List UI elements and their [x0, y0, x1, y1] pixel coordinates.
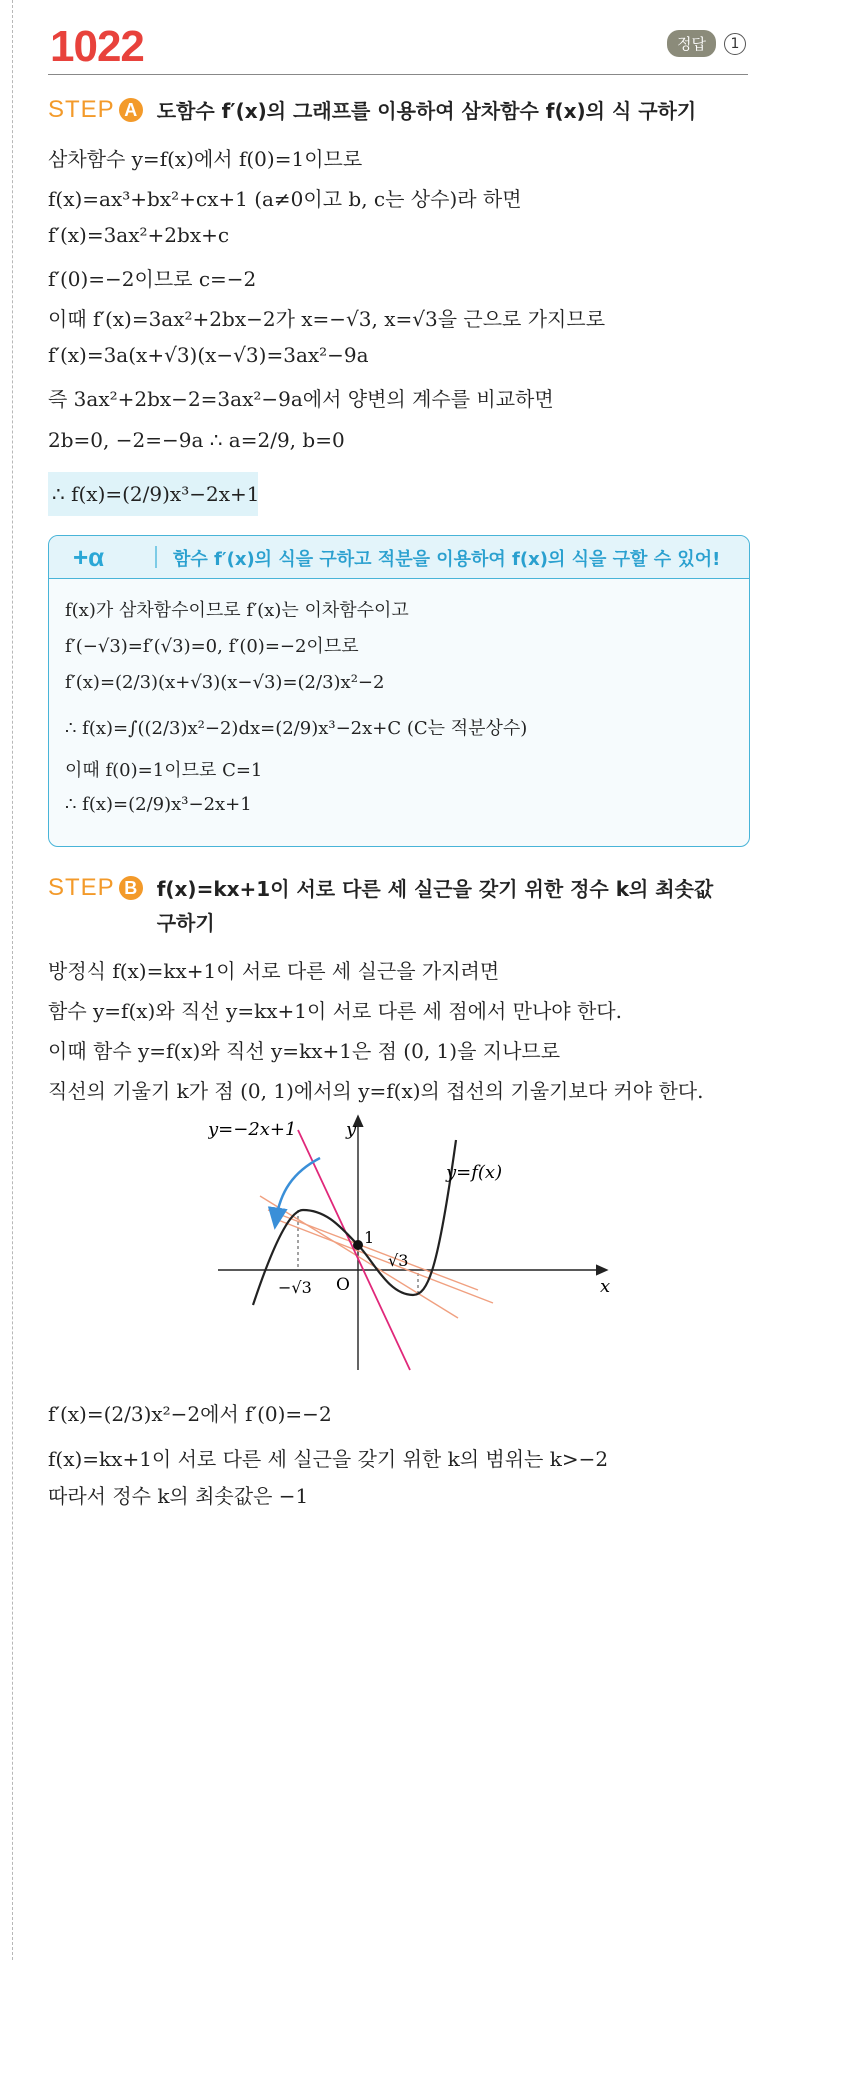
step-b-heading [48, 874, 713, 940]
step-a-title: 도함수 f′(x)의 그래프를 이용하여 삼차함수 f(x)의 식 구하기 [156, 99, 697, 123]
step-b-after-line: f′(x)=(2/3)x²−2에서 f′(0)=−2 [48, 1402, 332, 1426]
alpha-header [49, 536, 749, 579]
x-axis-label: x [600, 1276, 611, 1297]
problem-header [48, 14, 748, 75]
answer-value: 1 [724, 33, 746, 55]
alpha-line: f′(−√3)=f′(√3)=0, f′(0)=−2이므로 [65, 636, 359, 657]
step-b-after-line: 따라서 정수 k의 최솟값은 −1 [48, 1484, 309, 1508]
step-a-line: f′(x)=3a(x+√3)(x−√3)=3ax²−9a [48, 343, 369, 367]
step-a-line: f′(x)=3ax²+2bx+c [48, 223, 230, 247]
root-neg-label: −√3 [278, 1278, 312, 1297]
step-a-heading [48, 96, 696, 128]
step-b-line: 이때 함수 y=f(x)와 직선 y=kx+1은 점 (0, 1)을 지나므로 [48, 1039, 561, 1063]
step-b-title-line2: 구하기 [156, 911, 215, 935]
answer-area [667, 30, 746, 57]
answer-badge: 정답 [667, 30, 716, 57]
step-a-letter: A [119, 98, 143, 122]
origin-label: O [336, 1275, 350, 1295]
step-b-line: 함수 y=f(x)와 직선 y=kx+1이 서로 다른 세 점에서 만나야 한다. [48, 999, 622, 1023]
step-a-line: f′(0)=−2이므로 c=−2 [48, 267, 257, 291]
step-a-line: 이때 f′(x)=3ax²+2bx−2가 x=−√3, x=√3을 근으로 가지므로 [48, 307, 606, 331]
y-axis-label: y [346, 1119, 357, 1140]
alpha-line: ∴ f(x)=∫((2/3)x²−2)dx=(2/9)x³−2x+C (C는 적분상수) [65, 718, 528, 739]
curve-label: y=f(x) [446, 1162, 503, 1183]
step-a-line: 삼차함수 y=f(x)에서 f(0)=1이므로 [48, 147, 363, 171]
step-b-line: 방정식 f(x)=kx+1이 서로 다른 세 실근을 가지려면 [48, 959, 500, 983]
step-b-letter: B [119, 876, 143, 900]
secant-line [260, 1196, 458, 1318]
step-b-after-line: f(x)=kx+1이 서로 다른 세 실근을 갖기 위한 k의 범위는 k>−2 [48, 1447, 609, 1471]
step-a-line: 2b=0, −2=−9a ∴ a=2/9, b=0 [48, 428, 345, 452]
step-a-line: 즉 3ax²+2bx−2=3ax²−9a에서 양변의 계수를 비교하면 [48, 387, 554, 411]
alpha-line: ∴ f(x)=(2/9)x³−2x+1 [65, 794, 252, 815]
step-a-label: STEP [48, 96, 115, 123]
tangent-label: y=−2x+1 [208, 1119, 297, 1140]
problem-number: 1022 [50, 22, 144, 71]
step-b-label: STEP [48, 874, 115, 901]
alpha-title: 함수 f′(x)의 식을 구하고 적분을 이용하여 f(x)의 식을 구할 수 있어! [173, 549, 721, 570]
root-pos-label: √3 [388, 1251, 409, 1270]
margin-dashed-line [12, 0, 13, 1960]
step-b-line: 직선의 기울기 k가 점 (0, 1)에서의 y=f(x)의 접선의 기울기보다 커야 한다. [48, 1079, 704, 1103]
alpha-label: +α [73, 542, 105, 572]
step-b-title [157, 872, 714, 940]
alpha-box [48, 535, 750, 847]
alpha-line: f′(x)=(2/3)(x+√3)(x−√3)=(2/3)x²−2 [65, 672, 385, 693]
step-b-title-line1: f(x)=kx+1이 서로 다른 세 실근을 갖기 위한 정수 k의 최솟값 [156, 877, 714, 901]
step-a-line: f(x)=ax³+bx²+cx+1 (a≠0이고 b, c는 상수)라 하면 [48, 187, 522, 211]
point-0-1 [353, 1240, 363, 1250]
step-a-result: ∴ f(x)=(2/9)x³−2x+1 [52, 482, 260, 506]
alpha-divider [155, 546, 157, 568]
alpha-line: f(x)가 삼차함수이므로 f′(x)는 이차함수이고 [65, 600, 409, 621]
tangent-line [298, 1130, 410, 1370]
alpha-line: 이때 f(0)=1이므로 C=1 [65, 760, 263, 781]
y-intercept-label: 1 [364, 1228, 375, 1247]
cubic-graph [208, 1100, 628, 1390]
